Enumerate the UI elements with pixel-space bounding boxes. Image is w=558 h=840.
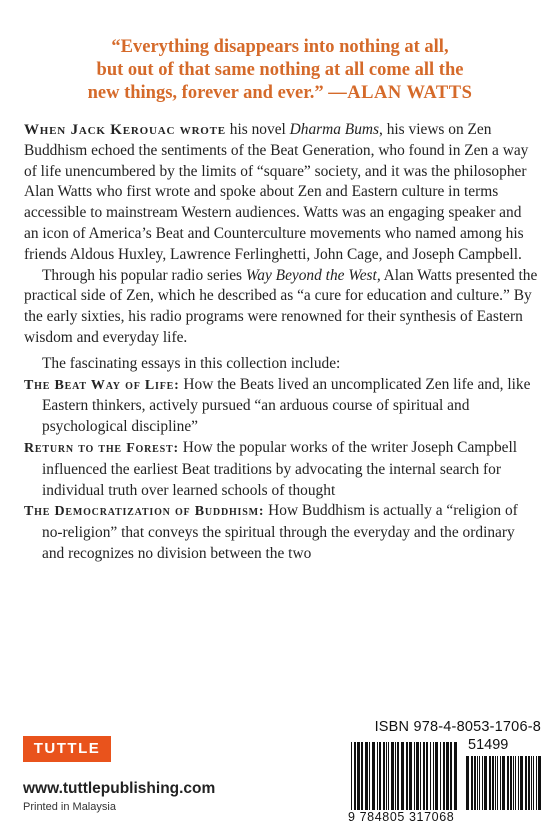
barcode-bar xyxy=(492,756,494,810)
barcode-bar xyxy=(426,742,428,810)
quote-line-3 xyxy=(60,82,500,105)
barcode-bar xyxy=(397,742,399,810)
barcode-bar xyxy=(395,742,396,810)
barcode-bar xyxy=(495,756,496,810)
barcode-bar xyxy=(372,742,375,810)
barcode-bar xyxy=(538,756,541,810)
barcode-bar xyxy=(450,742,452,810)
essay-title: Return to the Forest: xyxy=(24,440,179,456)
quote-line-1: “Everything disappears into nothing at all, xyxy=(111,37,449,57)
barcode-bar xyxy=(482,756,483,810)
barcode-bar xyxy=(435,742,438,810)
barcode-bar xyxy=(525,756,527,810)
intro-book-title: Dharma Bums xyxy=(289,121,380,138)
barcode-bar xyxy=(528,756,530,810)
radio-paragraph xyxy=(24,266,539,349)
essay-item xyxy=(24,375,539,438)
barcode-bar xyxy=(533,756,534,810)
pull-quote xyxy=(60,36,500,105)
barcode-bar xyxy=(497,756,498,810)
barcode-bar xyxy=(446,742,449,810)
ean-barcode xyxy=(350,742,458,810)
essays-intro: The fascinating essays in this collection include: xyxy=(42,354,341,372)
barcode-bar xyxy=(377,742,378,810)
barcode-bar xyxy=(474,756,476,810)
intro-text-b: , his views on Zen Buddhism echoed the sentiments of the Beat Generation, who found in Zen a way of life unencumbered by the limits of “square” society, and it was the philosopher Alan Watts who first wrote and spoke about Zen and Eastern culture in terms accessible to mainstream Western audiences. Watts was an engaging speaker and an icon of America’s Beat and Counterculture movements who named among his friends Aldous Huxley, Lawrence Ferlinghetti, John Cage, and Joseph Campbell. xyxy=(24,121,529,263)
barcode-bar xyxy=(433,742,434,810)
barcode-bar xyxy=(484,756,487,810)
radio-text-a: Through his popular radio series xyxy=(42,266,246,284)
barcode-bar xyxy=(406,742,408,810)
barcode-bar xyxy=(471,756,473,810)
barcode-bar xyxy=(477,756,478,810)
barcode-bar xyxy=(423,742,425,810)
barcode-bar xyxy=(513,756,514,810)
barcode-bar xyxy=(365,742,368,810)
printed-in-label: Printed in Malaysia xyxy=(23,801,116,813)
addon-barcode xyxy=(465,756,541,810)
publisher-website: www.tuttlepublishing.com xyxy=(23,780,216,797)
radio-text-b: , Alan Watts presented the practical side of Zen, which he described as “a cure for education and culture.” By the early sixties, his radio programs were renowned for their synthesis of Eastern wisdom and everyday life. xyxy=(24,266,538,346)
barcode-bar xyxy=(361,742,363,810)
barcode-bar xyxy=(536,756,537,810)
barcode-bar xyxy=(357,742,360,810)
barcode-bar xyxy=(515,756,516,810)
barcode-bar xyxy=(518,756,519,810)
essay-description: How the Beats lived an uncomplicated Zen life and, like Eastern thinkers, actively pursued “an arduous course of spiritual and psychological discipline” xyxy=(42,375,531,436)
barcode-bar xyxy=(479,756,480,810)
barcode-bar xyxy=(510,756,512,810)
radio-series-title: Way Beyond the West xyxy=(245,266,377,284)
publisher-logo: TUTTLE xyxy=(23,736,111,762)
barcode-bar xyxy=(388,742,389,810)
barcode-bar xyxy=(379,742,381,810)
barcode-bar xyxy=(489,756,491,810)
intro-lead: When Jack Kerouac wrote xyxy=(24,122,226,138)
intro-paragraph xyxy=(24,120,539,266)
barcode-bar xyxy=(351,742,352,810)
price-code: 51499 xyxy=(468,737,509,753)
barcode-bar xyxy=(383,742,385,810)
barcode-bar xyxy=(416,742,419,810)
barcode-bar xyxy=(391,742,394,810)
barcode-bar xyxy=(401,742,404,810)
barcode-bar xyxy=(420,742,421,810)
intro-text-a: his novel xyxy=(225,121,290,138)
essay-description: How the popular works of the writer Joseph Campbell influenced the earliest Beat traditions by advocating the internal search for individual truth over learned schools of thought xyxy=(42,438,518,499)
quote-line-3-text: new things, forever and ever.” xyxy=(87,83,324,103)
barcode-bar xyxy=(386,742,387,810)
barcode-bar xyxy=(354,742,356,810)
barcode-digits: 9 784805 317068 xyxy=(348,810,455,824)
essay-item xyxy=(24,501,539,564)
barcode-bar xyxy=(443,742,445,810)
blurb xyxy=(24,120,539,565)
barcode-bar xyxy=(502,756,505,810)
barcode-bar xyxy=(520,756,523,810)
quote-attribution: —ALAN WATTS xyxy=(328,83,473,103)
barcode-bar xyxy=(466,756,469,810)
barcode-bar xyxy=(369,742,370,810)
isbn-label: ISBN 978-4-8053-1706-8 xyxy=(374,719,541,735)
barcode-bar xyxy=(414,742,415,810)
barcode-bar xyxy=(430,742,431,810)
essay-title: The Beat Way of Life: xyxy=(24,377,180,393)
barcode-bar xyxy=(454,742,457,810)
barcode-bar xyxy=(531,756,532,810)
essay-item xyxy=(24,438,539,501)
essay-title: The Democratization of Buddhism: xyxy=(24,504,265,520)
barcode-bar xyxy=(507,756,509,810)
essay-description: How Buddhism is actually a “religion of no-religion” that conveys the spiritual through the everyday and the ordinary and recognizes no division between the two xyxy=(42,502,518,562)
quote-line-2: but out of that same nothing at all come all the xyxy=(96,60,464,80)
barcode-bar xyxy=(500,756,501,810)
barcode-bar xyxy=(409,742,412,810)
barcode-bar xyxy=(440,742,441,810)
